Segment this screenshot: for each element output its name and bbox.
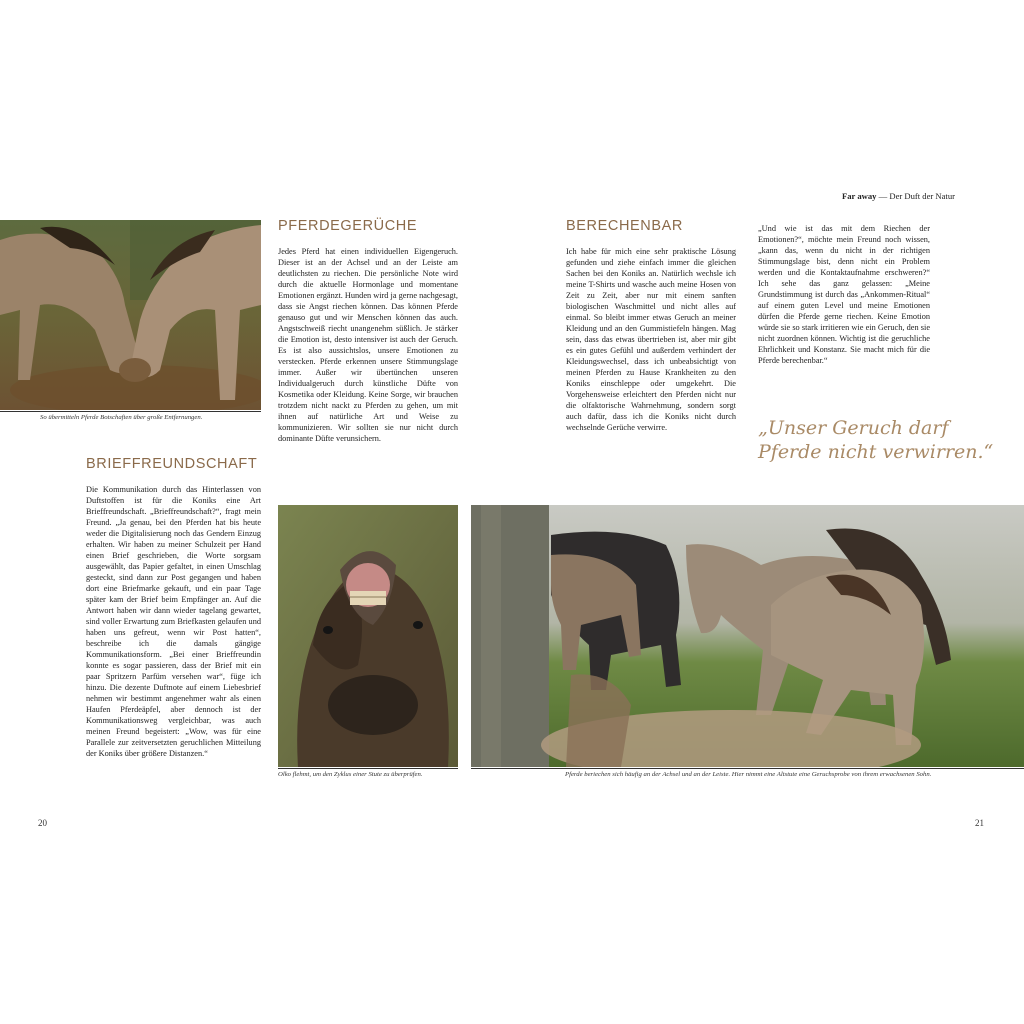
photo-flehmen-horse	[278, 505, 458, 767]
paragraph: Jedes Pferd hat einen individuellen Eigengeruch. Dieser ist an der Achsel und an der Leiste am deutlichsten zu riechen. Die persönliche Note wird durch die aktuelle Hormonlage und momentane Emotionen ergänzt. Hunden wird ja gerne nachgesagt, dass sie Angst riechen können. Das können Pferde genauso gut und wir Menschen können das auch. Angstschweiß riecht unangenehm süßlich. Je stärker die Emotion ist, desto intensiver ist auch der Geruch. Es ist also aussichtslos, unsere Emotionen zu verstecken. Pferde erkennen unsere Stimmungslage immer. Außer wir übertünchen unseren Individualgeruch durch künstliche Düfte von Kosmetika oder Kleidung. Keine Sorge, wir brauchen trotzdem nicht nackt zu Pferden zu gehen, um mit ihnen auf natürliche Art und Weise zu kommunizieren. Wir sollten sie nur nicht durch dominante Düfte verunsichern.	[278, 247, 459, 443]
page-number-right: 21	[975, 818, 984, 828]
pull-quote	[758, 416, 993, 464]
header-chapter: Der Duft der Natur	[889, 191, 955, 201]
heading-berechenbar: BERECHENBAR	[566, 218, 683, 234]
paragraph: Ich habe für mich eine sehr praktische Lösung gefunden und ziehe einfach immer die gleichen Sachen bei den Koniks an. Natürlich wechsle ich meine T-Shirts und wasche auch meine Hosen von Zeit zu Zeit, aber nur mit einem sanften biologischen Waschmittel und nicht alles auf einmal. So bleibt immer etwas Geruch an meiner Kleidung und an den Gummistiefeln hängen. Mag sein, dass das etwas übertrieben ist, aber mir gibt es ein gutes Gefühl und außerdem verhindert der Kleidungswechsel, dass ich unbeabsichtigt von meinen Pferden zu Hause Krankheiten zu den Koniks einschleppe oder umgekehrt. Die Vorgehensweise erleichtert den Pferden nicht nur die olfaktorische Wahrnehmung, sondern sorgt auch dafür, dass ich die Koniks nicht durch wechselnde Gerüche verwirre.	[566, 247, 736, 432]
paragraph: Die Kommunikation durch das Hinterlassen von Duftstoffen ist für die Koniks eine Art Brieffreundschaft. „Brieffreundschaft?“, fragt mein Freund. „Ja genau, bei den Pferden hat bis heute weder die Digitalisierung noch das Gendern Einzug erhalten. Wir haben zu meiner Schulzeit per Hand einen Brief geschrieben, die Worte sorgsam ausgewählt, das Papier gefaltet, in einen Umschlag gesteckt, sind dann zur Post gegangen und haben dort eine Briefmarke gekauft, und ein paar Tage später kam der Brief beim Empfänger an. Auf die Antwort haben wir dann wieder tagelang gewartet, sind voller Erwartung zum Briefkasten gelaufen und haben uns gefreut, wenn wir Post hatten“, beschreibe ich die damals gängige Kommunikationsform. „Bei einer Brieffreundin konnte es sogar passieren, dass der Brief mit ein paar Spritzern Parfüm versehen war“, füge ich hinzu. Die dezente Duftnote auf einem Liebesbrief nehmen wir bestimmt angenehmer wahr als einen Haufen Pferdeäpfel, aber dennoch ist der Kommunikationsweg vergleichbar, was auch meinen Freund begeistert: „Wow, was für eine Parallele zur zeitversetzten geruchlichen Mitteilung der Koniks über größere Distanzen.“	[86, 485, 261, 758]
photo-grazing-horses	[0, 220, 261, 410]
running-header	[842, 191, 955, 201]
header-series: Far away	[842, 191, 877, 201]
body-pferdegerueche	[278, 246, 458, 444]
body-berechenbar	[566, 246, 736, 433]
page-number-left: 20	[38, 818, 47, 828]
caption-rule	[0, 411, 261, 412]
photo-caption-flehmen: Olko flehmt, um den Zyklus einer Stute zu überprüfen.	[278, 771, 423, 778]
body-dialog	[758, 223, 930, 366]
heading-brieffreundschaft: BRIEFFREUNDSCHAFT	[86, 456, 258, 472]
photo-caption-herd: Pferde beriechen sich häufig an der Achsel und an der Leiste. Hier nimmt eine Altstute eine Geruchsprobe von ihrem erwachsenen Sohn.	[565, 771, 932, 778]
caption-rule	[278, 768, 458, 769]
grazing-horses-image	[0, 220, 261, 410]
horse-herd-image	[471, 505, 1024, 767]
photo-horse-herd	[471, 505, 1024, 767]
body-brieffreundschaft	[86, 484, 261, 759]
paragraph: „Und wie ist das mit dem Riechen der Emotionen?“, möchte mein Freund noch wissen, „kann das, wenn du nicht in der richtigen Stimmungslage bist, denn nicht ein Problem werden und die Kontaktaufnahme erschweren?“ Ich sehe das ganz gelassen: „Meine Grundstimmung ist durch das „Ankommen-Ritual“ auf einem guten Level und meine Emotionen dürfen die Pferde gerne riechen. Keine Emotion würde sie so stark irritieren wie ein Geruch, den sie nicht zuordnen können. Wichtig ist die geruchliche Ehrlichkeit und Konstanz. Sie macht mich für die Pferde berechenbar.“	[758, 224, 930, 365]
flehmen-horse-image	[278, 505, 458, 767]
caption-rule	[471, 768, 1024, 769]
photo-caption-grazing: So übermitteln Pferde Botschaften über große Entfernungen.	[40, 414, 203, 421]
pull-quote-line-1: „Unser Geruch darf	[758, 417, 949, 439]
pull-quote-line-2: Pferde nicht verwirren.“	[758, 441, 994, 463]
header-separator: —	[878, 191, 888, 201]
heading-pferdegerueche: PFERDEGERÜCHE	[278, 218, 418, 234]
